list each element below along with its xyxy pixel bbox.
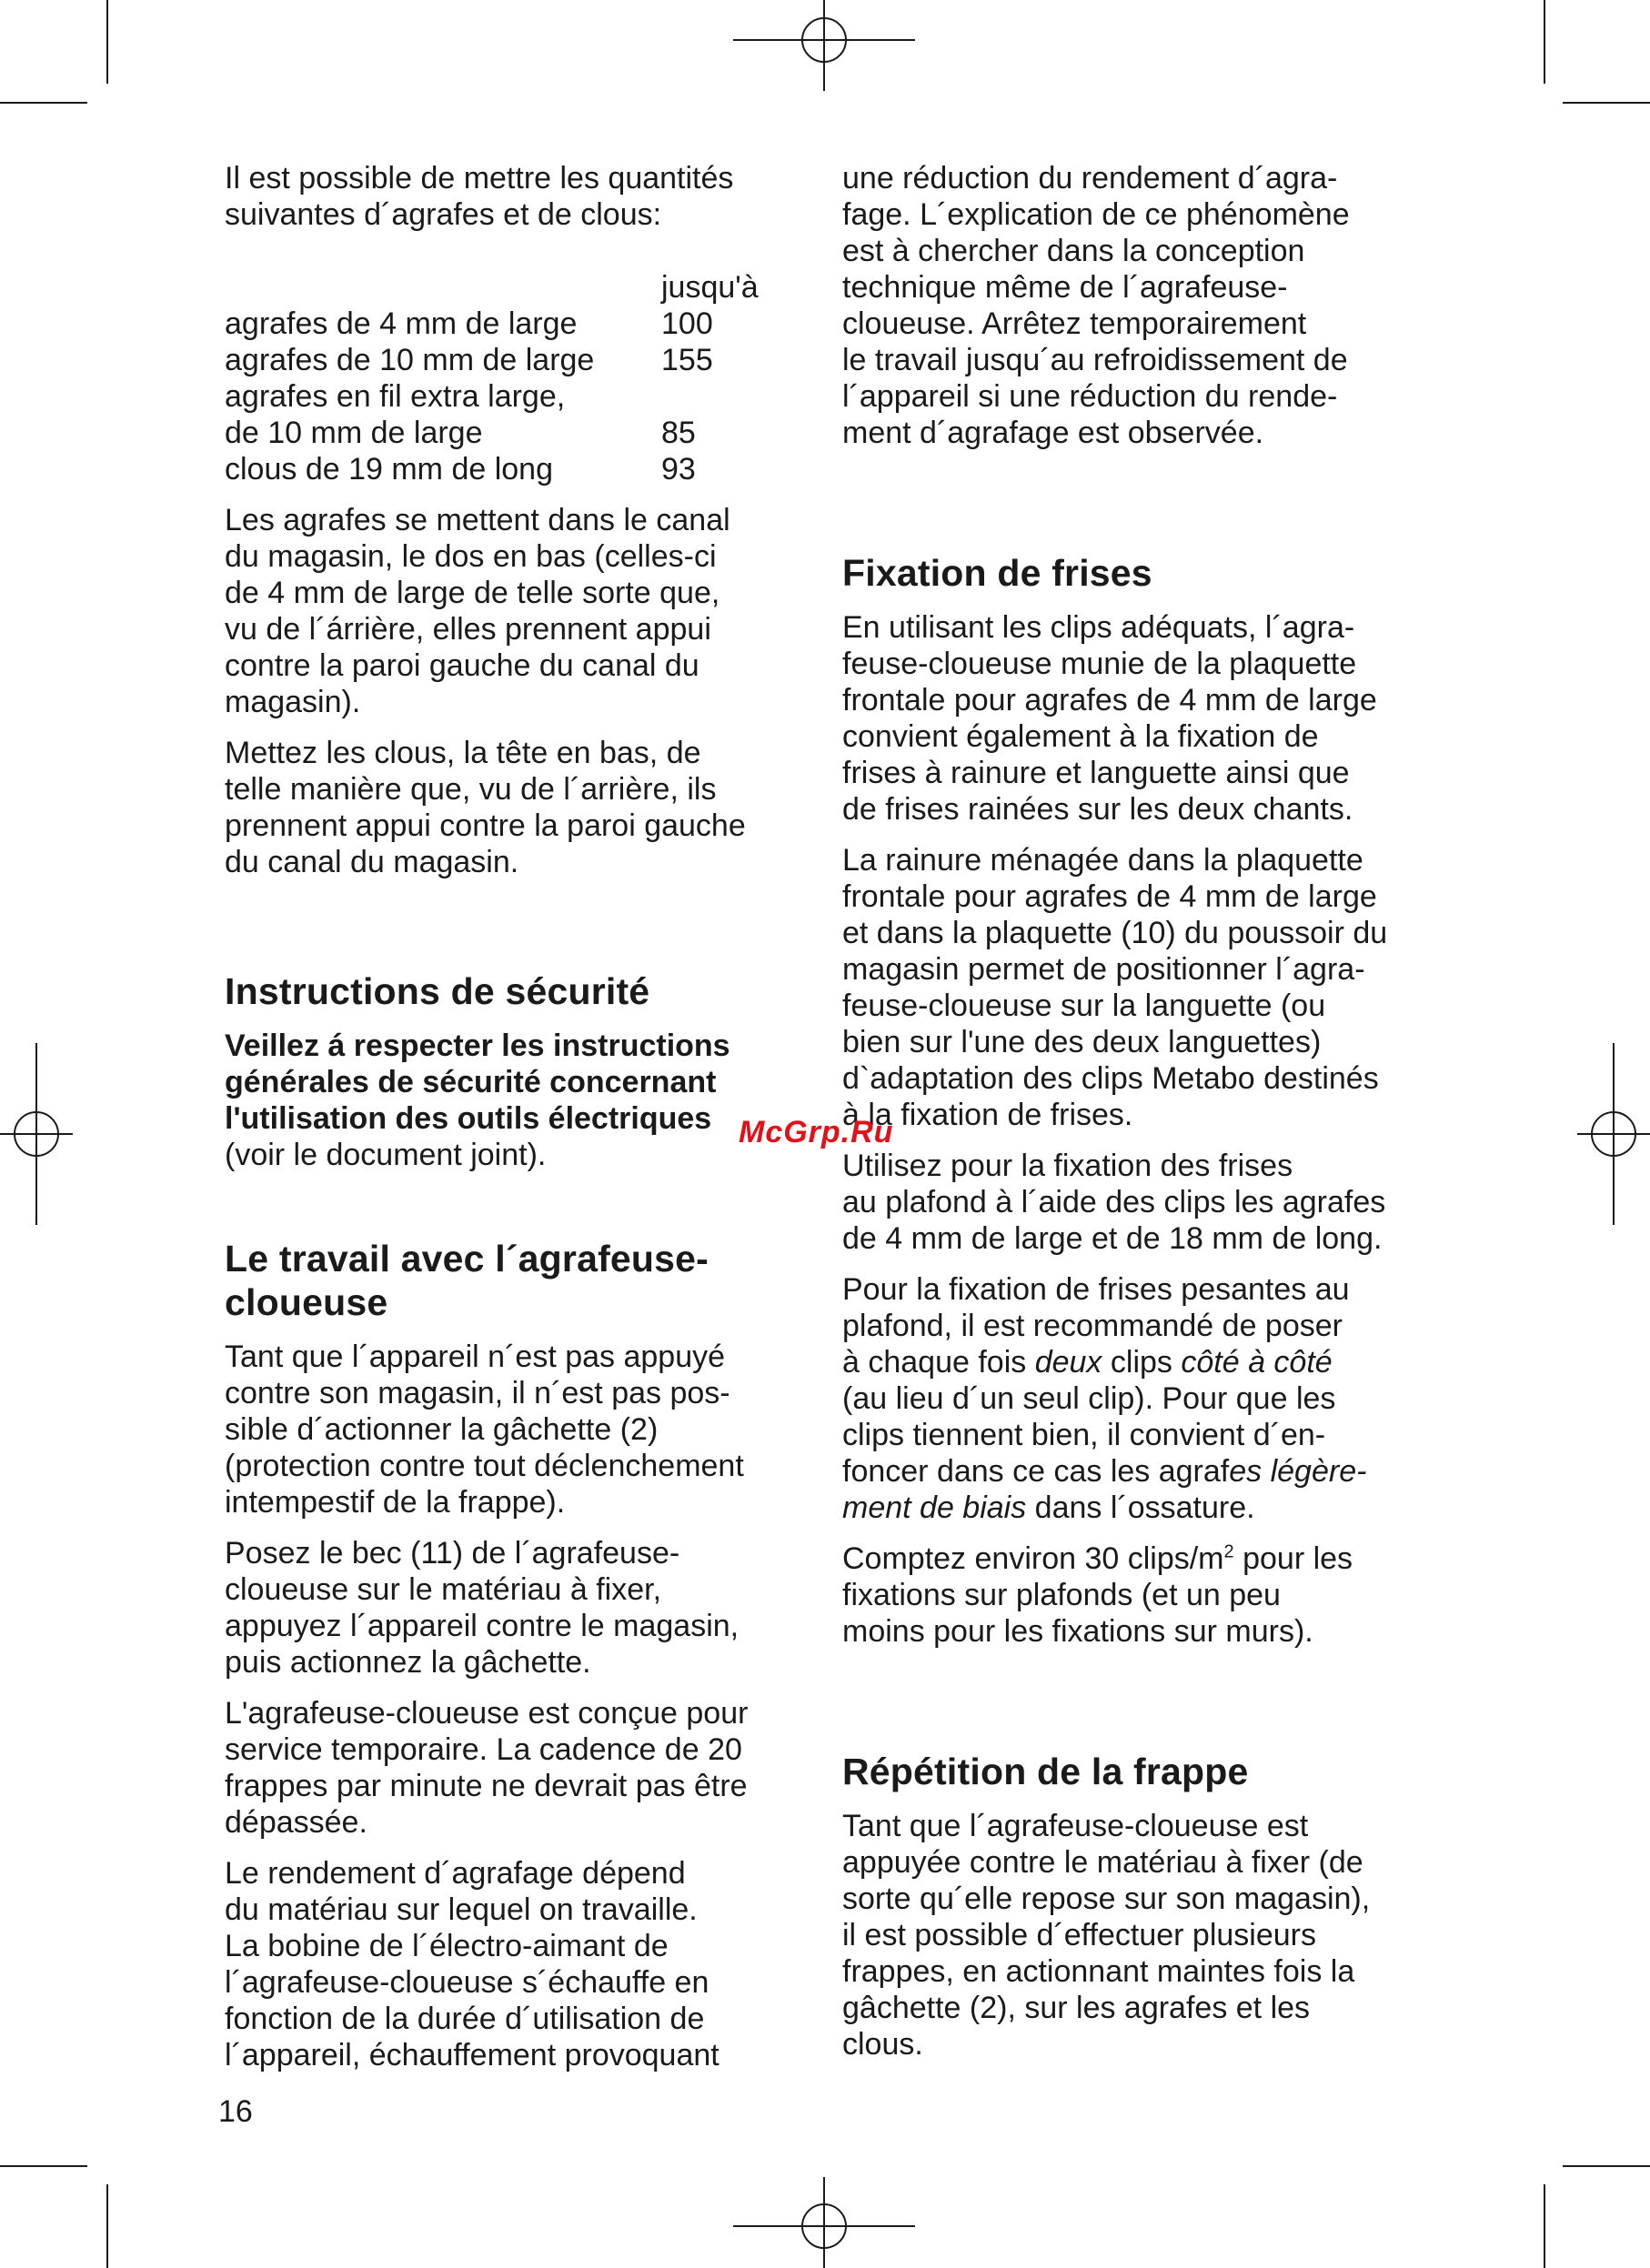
table-row [225, 378, 770, 415]
table-row [225, 415, 770, 451]
work-paragraph-2: Posez le bec (11) de l´agrafeuse- cloueuse sur le matériau à fixer, appuyez l´appareil contre le magasin, puis actionnez la gâchette. [225, 1536, 739, 1680]
capacity-table [225, 269, 770, 487]
crop-mark-top-right-v [1544, 0, 1545, 84]
work-paragraph-4: Le rendement d´agrafage dépend du matériau sur lequel on travaille. La bobine de l´électro-aimant de l´agrafeuse-cloueuse s´échauffe en fonction de la durée d´utilisation de l´appareil, échauffement provoquant [225, 1856, 719, 2072]
left-column [225, 160, 807, 2073]
page-number: 16 [218, 2094, 253, 2129]
frise-paragraph-4: Pour la fixation de frises pesantes au plafond, il est recommandé de poser à chaque fois deux clips côté à côté (au lieu d´un seul clip). Pour que les clips tiennent bien, il convient d´en- foncer dans ce cas les agrafes légère- ment de biais dans l´ossature. [842, 1272, 1367, 1525]
table-cell-item: agrafes de 4 mm de large [225, 306, 578, 341]
crop-mark-top-right-h [1563, 102, 1650, 104]
frise-paragraph-2: La rainure ménagée dans la plaquette frontale pour agrafes de 4 mm de large et dans la plaquette (10) du poussoir du magasin permet de positionner l´agra- feuse-cloueuse sur la languette (ou bien sur l'une des deux languettes) d`adaptation des clips Metabo destinés à la fixation de frises. [842, 843, 1388, 1132]
frise-heading: Fixation de frises [842, 552, 1152, 594]
table-cell-item: clous de 19 mm de long [225, 452, 553, 487]
registration-mark-right-icon [1577, 1043, 1650, 1225]
table-row [225, 306, 770, 342]
table-cell-item: de 10 mm de large [225, 416, 483, 450]
crop-mark-top-left-h [0, 102, 87, 104]
work-paragraph-1: Tant que l´appareil n´est pas appuyé contre son magasin, il n´est pas pos- sible d´actionner la gâchette (2) (protection contre tout déclenchement intempestif de la frappe). [225, 1340, 744, 1520]
capacity-table-header [225, 269, 770, 306]
safety-bold-text: Veillez á respecter les instructions générales de sécurité concernant l'utilisation des outils électriques [225, 1029, 730, 1136]
work-heading: Le travail avec l´agrafeuse- cloueuse [225, 1238, 709, 1323]
registration-mark-left-icon [0, 1043, 73, 1225]
table-cell-qty [652, 378, 770, 415]
work-paragraph-3: L'agrafeuse-cloueuse est conçue pour service temporaire. La cadence de 20 frappes par minute ne devrait pas être dépassée. [225, 1696, 749, 1840]
emphasis-cote-a-cote: côté à côté [1181, 1345, 1333, 1380]
table-cell-item: agrafes de 10 mm de large [225, 343, 595, 377]
repeat-paragraph: Tant que l´agrafeuse-cloueuse est appuyée contre le matériau à fixer (de sorte qu´elle repose sur son magasin), il est possible d´effectuer plusieurs frappes, en actionnant maintes fois la gâchette (2), sur les agrafes et les clous. [842, 1809, 1371, 2062]
repeat-heading: Répétition de la frappe [842, 1751, 1249, 1792]
registration-mark-bottom-icon [733, 2177, 915, 2268]
table-cell-qty: 85 [661, 416, 696, 450]
table-cell-item: agrafes en fil extra large, [225, 379, 566, 414]
frise-paragraph-1: En utilisant les clips adéquats, l´agra- feuse-cloueuse munie de la plaquette frontale pour agrafes de 4 mm de large convient également à la fixation de frises à rainure et languette ainsi que de frises rainées sur les deux chants. [842, 610, 1377, 827]
crop-mark-bottom-left-h [0, 2165, 87, 2167]
table-cell-qty: 100 [661, 306, 713, 341]
staples-paragraph: Les agrafes se mettent dans le canal du magasin, le dos en bas (celles-ci de 4 mm de large de telle sorte que, vu de l´árrière, elles prennent appui contre la paroi gauche du canal du magasin). [225, 503, 730, 719]
crop-mark-bottom-left-v [106, 2184, 108, 2268]
safety-note: (voir le document joint). [225, 1138, 547, 1172]
emphasis-legerement: es légère- ment de biais [842, 1454, 1367, 1525]
registration-mark-top-icon [733, 0, 915, 91]
table-row [225, 451, 770, 487]
frise-paragraph-3: Utilisez pour la fixation des frises au plafond à l´aide des clips les agrafes de 4 mm de large et de 18 mm de long. [842, 1149, 1386, 1256]
frise-paragraph-5: Comptez environ 30 clips/$m^2$ pour les fixations sur plafonds (et un peu moins pour les fixations sur murs). [842, 1541, 1353, 1649]
intro-paragraph: Il est possible de mettre les quantités suivantes d´agrafes et de clous: [225, 161, 734, 232]
emphasis-deux: deux [1034, 1345, 1102, 1380]
crop-mark-top-left-v [106, 0, 108, 84]
table-row [225, 342, 770, 378]
table-cell-qty: 155 [661, 343, 713, 377]
crop-mark-bottom-right-v [1544, 2184, 1545, 2268]
safety-heading: Instructions de sécurité [225, 970, 650, 1012]
nails-paragraph: Mettez les clous, la tête en bas, de telle manière que, vu de l´arrière, ils prennent appui contre la paroi gauche du canal du magasin. [225, 736, 746, 879]
capacity-header-label: jusqu'à [661, 270, 759, 305]
right-column [842, 160, 1424, 2062]
watermark: McGrp.Ru [739, 1115, 894, 1149]
table-cell-qty: 93 [661, 452, 696, 487]
continuation-paragraph: une réduction du rendement d´agra- fage. L´explication de ce phénomène est à chercher dans la conception technique même de l´agrafeuse- cloueuse. Arrêtez temporairement le travail jusqu´au refroidissement de l´appareil si une réduction du rende- ment d´agrafage est observée. [842, 161, 1350, 450]
superscript-2: 2 [1223, 1541, 1234, 1562]
crop-mark-bottom-right-h [1563, 2165, 1650, 2167]
